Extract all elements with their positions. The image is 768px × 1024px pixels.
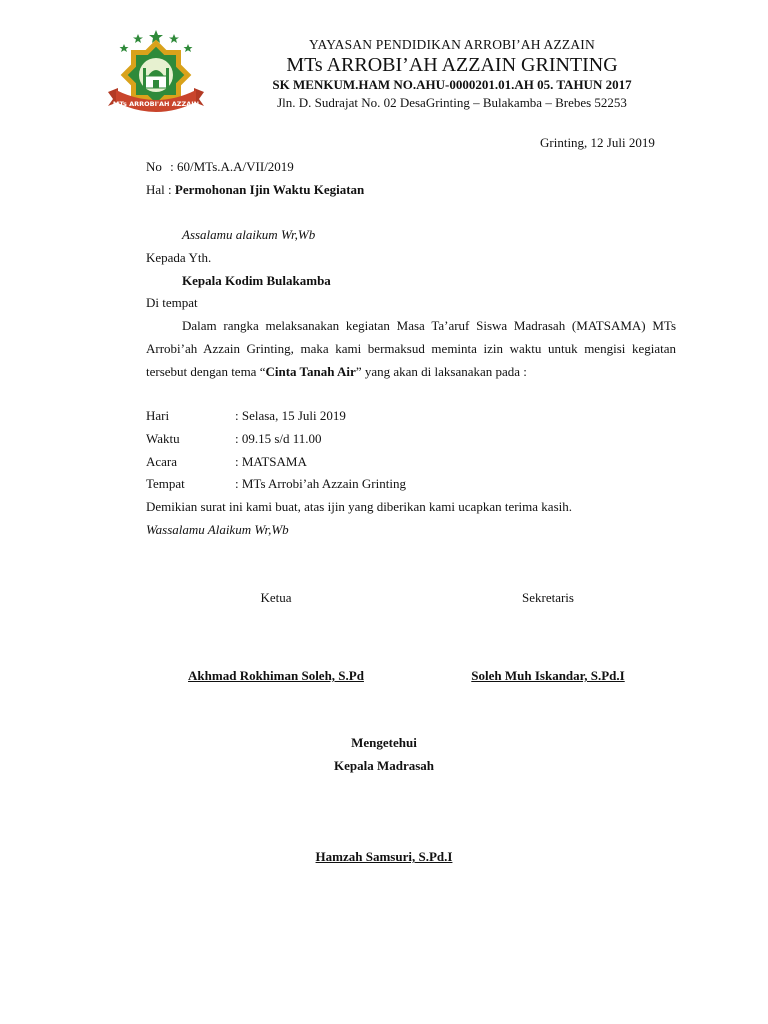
decree-number: SK MENKUM.HAM NO.AHU-0000201.01.AH 05. TAHUN 2017: [272, 77, 632, 92]
acknowledge-label: Mengetehui: [351, 735, 417, 750]
body-theme: Cinta Tanah Air: [265, 364, 356, 379]
signer-left-name: Akhmad Rokhiman Soleh, S.Pd: [188, 668, 364, 683]
subject-value: Permohonan Ijin Waktu Kegiatan: [174, 182, 365, 197]
subject-sep: :: [168, 182, 172, 197]
detail-row: [146, 472, 676, 495]
body-part2: ” yang akan di laksanakan pada :: [355, 364, 527, 379]
recipient-name: Kepala Kodim Bulakamba: [182, 273, 331, 288]
headmaster-name: Hamzah Samsuri, S.Pd.I: [315, 849, 453, 864]
letter-number: [146, 155, 294, 178]
detail-value: : MATSAMA: [235, 454, 307, 469]
detail-row: [146, 427, 676, 450]
detail-row: [146, 404, 676, 427]
detail-value: : 09.15 s/d 11.00: [235, 431, 322, 446]
body-paragraph: [146, 314, 676, 383]
number-label: No: [146, 159, 162, 174]
closing-sentence: Demikian surat ini kami buat, atas ijin yang diberikan kami ucapkan terima kasih.: [146, 499, 572, 514]
detail-label: Waktu: [146, 431, 180, 446]
greeting: Assalamu alaikum Wr,Wb: [182, 227, 316, 242]
signer-left-role: Ketua: [260, 590, 292, 605]
school-logo: [104, 28, 208, 120]
signer-right-name: Soleh Muh Iskandar, S.Pd.I: [471, 668, 625, 683]
recipient-salutation: Kepada Yth.: [146, 250, 212, 265]
detail-value: : Selasa, 15 Juli 2019: [235, 408, 346, 423]
detail-row: [146, 450, 676, 473]
date-line: Grinting, 12 Juli 2019: [540, 135, 655, 150]
detail-label: Hari: [146, 408, 170, 423]
logo-ribbon-text: MTs ARROBI'AH AZZAIN: [112, 100, 200, 108]
school-name: MTs ARROBI’AH AZZAIN GRINTING: [286, 54, 618, 76]
letter-subject: [146, 178, 364, 201]
detail-label: Acara: [146, 454, 178, 469]
letterhead: [212, 36, 692, 112]
school-address: Jln. D. Sudrajat No. 02 DesaGrinting – Bulakamba – Brebes 52253: [277, 95, 627, 110]
detail-value: : MTs Arrobi’ah Azzain Grinting: [235, 476, 406, 491]
farewell: Wassalamu Alaikum Wr,Wb: [146, 522, 289, 537]
signer-right-role: Sekretaris: [522, 590, 574, 605]
subject-label: Hal: [146, 182, 165, 197]
detail-label: Tempat: [146, 476, 185, 491]
headmaster-title: Kepala Madrasah: [333, 758, 435, 773]
foundation-name: YAYASAN PENDIDIKAN ARROBI’AH AZZAIN: [309, 37, 595, 52]
recipient-place: Di tempat: [146, 295, 198, 310]
number-value: : 60/MTs.A.A/VII/2019: [170, 159, 294, 174]
body-part1: Dalam rangka melaksanakan kegiatan Masa Ta’aruf Siswa Madrasah (MATSAMA) MTs Arrobi’ah Azzain Grinting, maka kami bermaksud meminta izin waktu untuk mengisi kegiatan tersebut dengan tema “: [146, 318, 676, 379]
